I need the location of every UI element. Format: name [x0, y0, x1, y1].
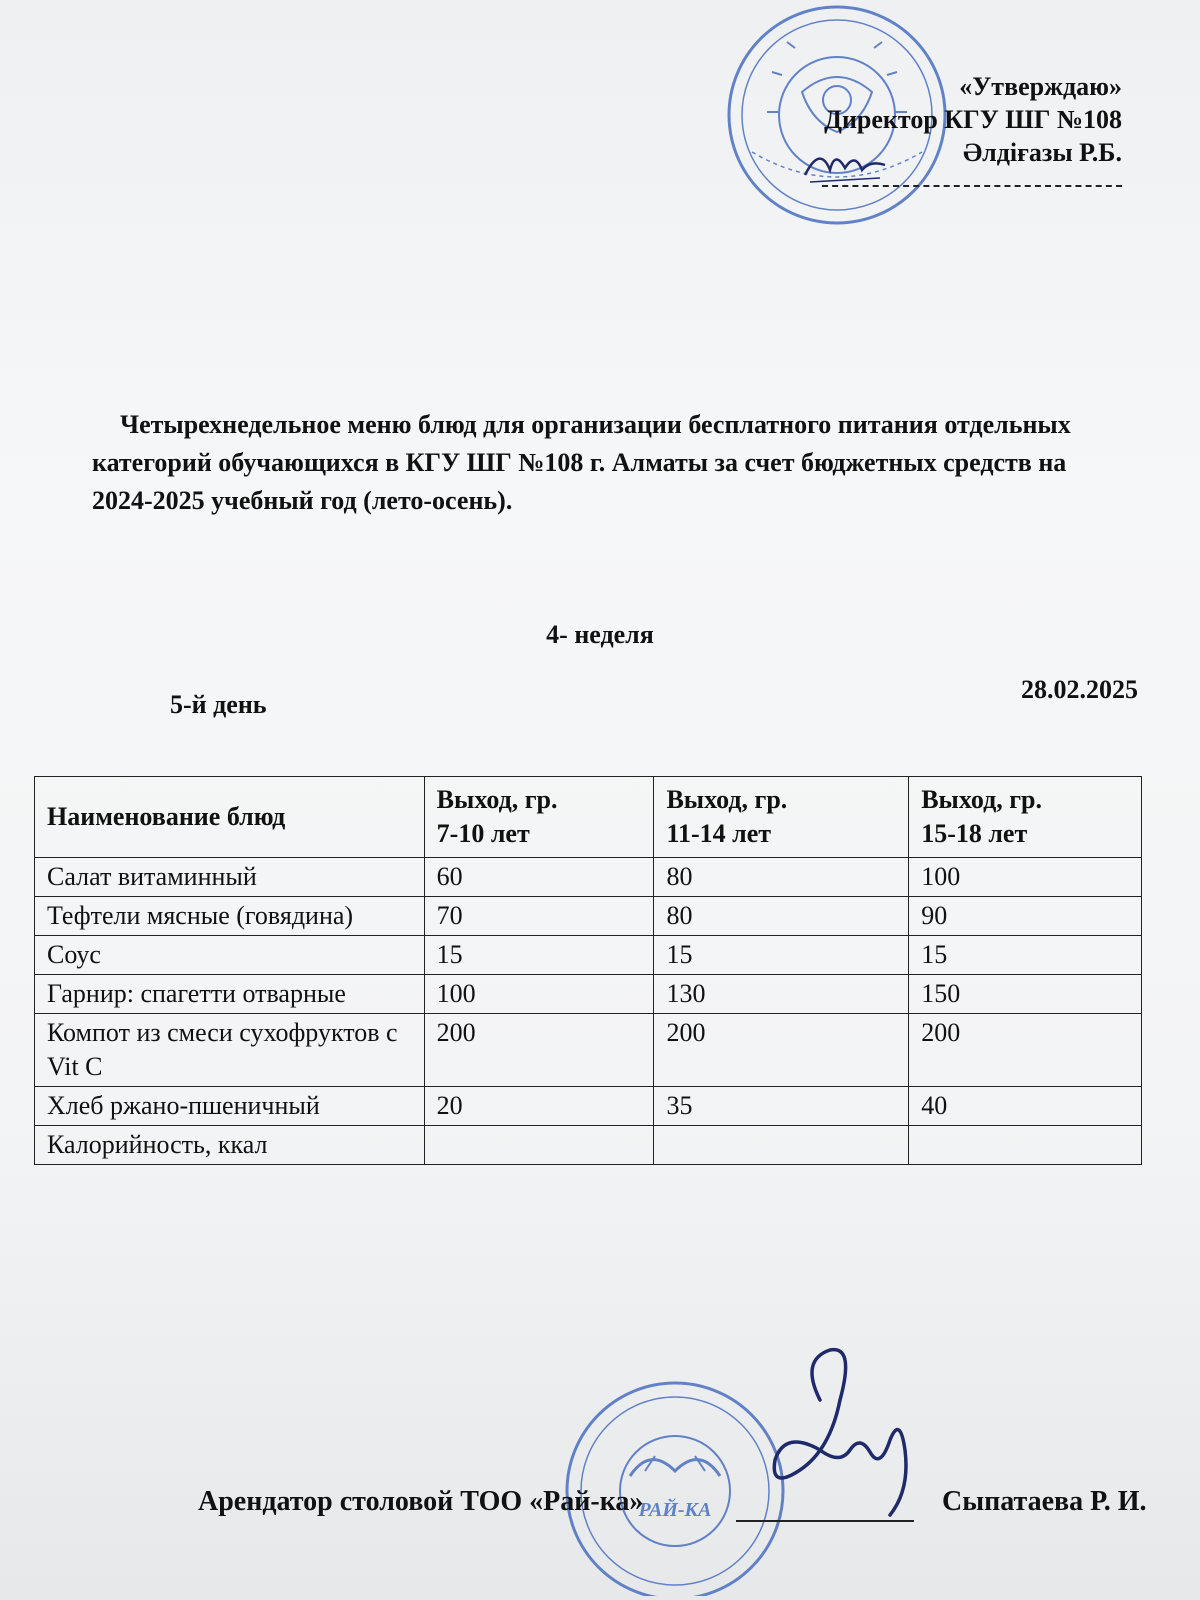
yield-cell: [909, 1126, 1142, 1165]
header-dish-name: Наименование блюд: [35, 777, 425, 858]
table-row: [35, 897, 1142, 936]
yield-cell: 15: [909, 936, 1142, 975]
yield-cell: 70: [424, 897, 654, 936]
header-yield-7-10: Выход, гр. 7-10 лет: [424, 777, 654, 858]
dish-cell: Тефтели мясные (говядина): [35, 897, 425, 936]
week-label: 4- неделя: [546, 620, 654, 649]
yield-cell: 100: [424, 975, 654, 1014]
table-row: [35, 1014, 1142, 1087]
yield-cell: 80: [654, 897, 909, 936]
dish-cell: Калорийность, ккал: [35, 1126, 425, 1165]
dish-cell: Гарнир: спагетти отварные: [35, 975, 425, 1014]
dish-cell: Салат витаминный: [35, 858, 425, 897]
svg-text:РАЙ-КА: РАЙ-КА: [638, 1499, 712, 1521]
date-label: 28.02.2025: [1021, 675, 1138, 704]
document-title: Четырехнедельное меню блюд для организации бесплатного питания отдельных категорий обучающихся в КГУ ШГ №108 г. Алматы за счет бюджетных средств на 2024-2025 учебный год (лето-осень).: [92, 410, 1071, 515]
table-row: [35, 975, 1142, 1014]
approval-label: «Утверждаю»: [959, 72, 1122, 101]
tenant-label: Арендатор столовой ТОО «Рай-ка»: [198, 1486, 644, 1517]
yield-cell: 200: [424, 1014, 654, 1087]
table-row: [35, 936, 1142, 975]
approval-block: [822, 70, 1122, 187]
yield-cell: 150: [909, 975, 1142, 1014]
approval-position: Директор КГУ ШГ №108: [824, 105, 1122, 134]
header-yield-11-14: Выход, гр. 11-14 лет: [654, 777, 909, 858]
yield-cell: 20: [424, 1087, 654, 1126]
signature-line: [822, 179, 1122, 187]
tenant-name: Сыпатаева Р. И.: [942, 1486, 1147, 1517]
yield-cell: 35: [654, 1087, 909, 1126]
tenant-signature-icon: [740, 1340, 930, 1525]
yield-cell: [424, 1126, 654, 1165]
yield-cell: 15: [424, 936, 654, 975]
table-row: [35, 858, 1142, 897]
dish-cell: Хлеб ржано-пшеничный: [35, 1087, 425, 1126]
yield-cell: 60: [424, 858, 654, 897]
dish-cell: Компот из смеси сухофруктов с Vit C: [35, 1014, 425, 1087]
yield-cell: 15: [654, 936, 909, 975]
yield-cell: [654, 1126, 909, 1165]
yield-cell: 200: [654, 1014, 909, 1087]
yield-cell: 40: [909, 1087, 1142, 1126]
yield-cell: 200: [909, 1014, 1142, 1087]
header-yield-15-18: Выход, гр. 15-18 лет: [909, 777, 1142, 858]
table-header-row: [35, 777, 1142, 858]
dish-cell: Соус: [35, 936, 425, 975]
yield-cell: 80: [654, 858, 909, 897]
yield-cell: 100: [909, 858, 1142, 897]
yield-cell: 130: [654, 975, 909, 1014]
table-row: [35, 1126, 1142, 1165]
approval-name: Әлдіғазы Р.Б.: [962, 138, 1122, 167]
menu-table: [34, 776, 1142, 1165]
table-row: [35, 1087, 1142, 1126]
yield-cell: 90: [909, 897, 1142, 936]
day-label: 5-й день: [170, 690, 267, 719]
tenant-signature-line: [736, 1520, 914, 1522]
